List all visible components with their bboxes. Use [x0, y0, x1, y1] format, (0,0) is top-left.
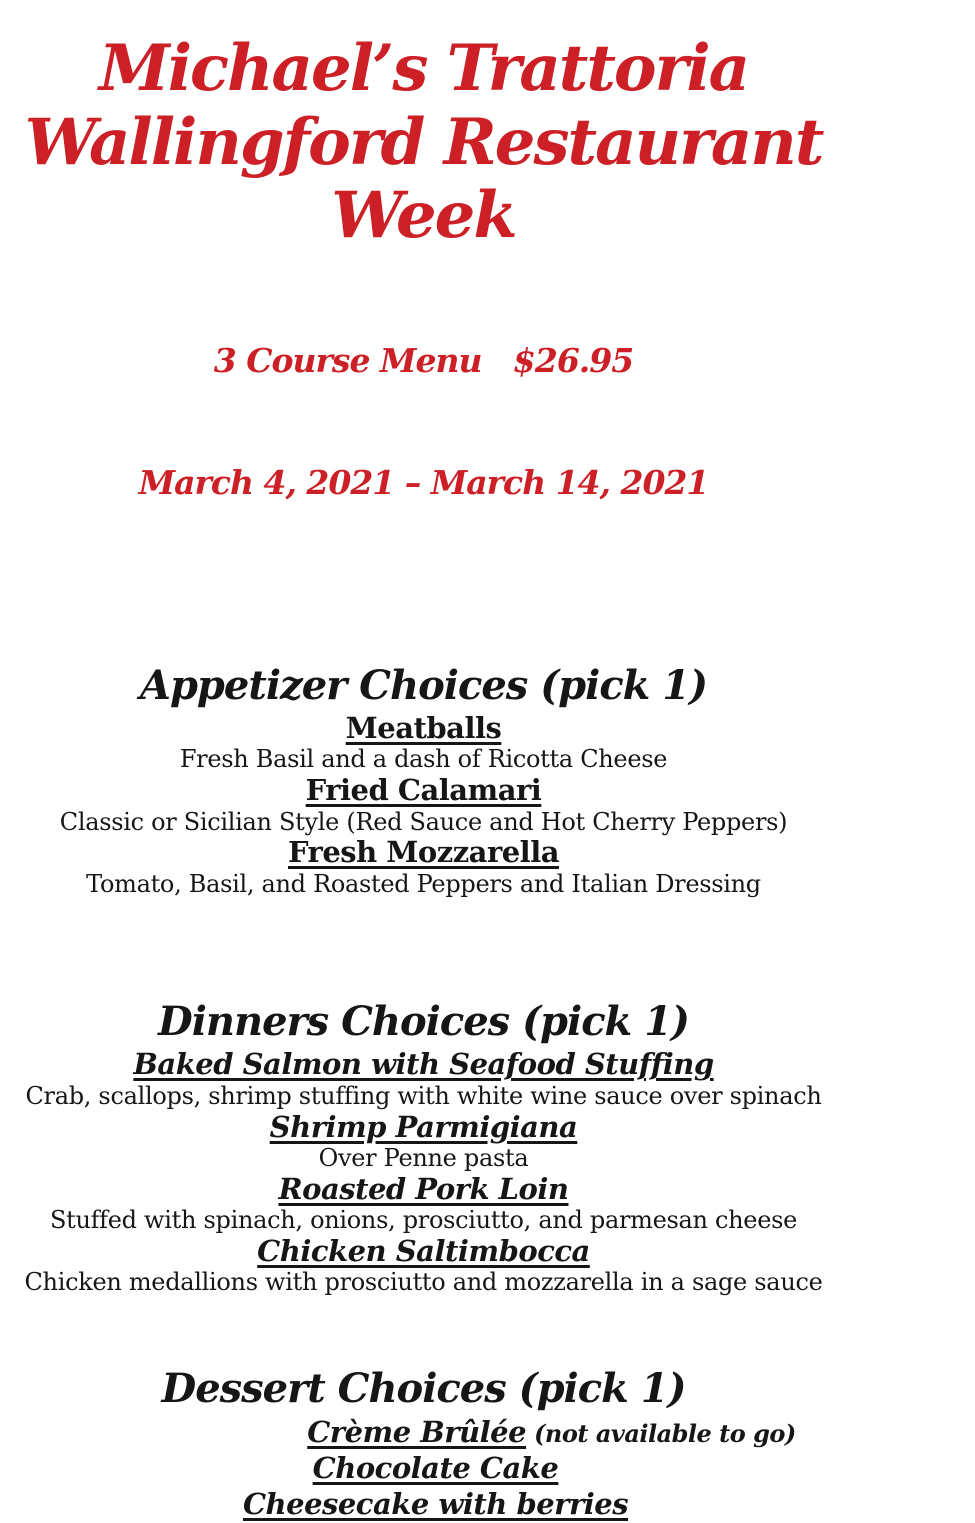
- menu-item-fried-calamari: [0, 774, 847, 836]
- item-description: Classic or Sicilian Style (Red Sauce and Hot Cherry Peppers): [59, 807, 788, 836]
- item-name: Fried Calamari: [305, 773, 542, 808]
- item-description: Over Penne pasta: [318, 1143, 529, 1172]
- item-name: Chicken Saltimbocca: [257, 1233, 590, 1268]
- section-appetizers: [0, 660, 847, 898]
- item-name: Roasted Pork Loin: [278, 1171, 569, 1206]
- date-range-line: March 4, 2021 – March 14, 2021: [138, 463, 709, 503]
- item-name: Shrimp Parmigiana: [269, 1109, 578, 1144]
- menu-item-fresh-mozzarella: [0, 836, 847, 898]
- item-name: Crème Brûlée: [307, 1415, 527, 1450]
- item-name: Chocolate Cake: [312, 1450, 559, 1485]
- item-availability-note: (not available to go): [534, 1419, 796, 1449]
- menu-item-shrimp-parmigiana: [0, 1111, 847, 1173]
- item-description: Chicken medallions with prosciutto and mozzarella in a sage sauce: [24, 1268, 823, 1297]
- menu-header: [0, 0, 847, 586]
- item-name: Meatballs: [345, 711, 502, 746]
- item-description: Stuffed with spinach, onions, prosciutto, and parmesan cheese: [49, 1206, 798, 1235]
- menu-item-chicken-saltimbocca: [0, 1235, 847, 1297]
- item-name: Baked Salmon with Seafood Stuffing: [133, 1047, 714, 1082]
- menu-item-meatballs: [0, 712, 847, 774]
- item-description: Fresh Basil and a dash of Ricotta Cheese: [179, 745, 668, 774]
- menu-item-chocolate-cake: [12, 1451, 859, 1487]
- title-line-3: Week: [331, 178, 516, 254]
- item-description: Tomato, Basil, and Roasted Peppers and Italian Dressing: [86, 869, 761, 898]
- title-line-1: Michael’s Trattoria: [98, 31, 749, 106]
- dinners-heading: Dinners Choices (pick 1): [158, 998, 689, 1046]
- menu-subtitle: [0, 259, 847, 586]
- item-description: Crab, scallops, shrimp stuffing with white wine sauce over spinach: [25, 1081, 822, 1110]
- item-name: Cheesecake with berries: [242, 1486, 629, 1521]
- section-desserts: [0, 1363, 847, 1523]
- item-name: Fresh Mozzarella: [287, 835, 560, 870]
- menu-item-roasted-pork-loin: [0, 1173, 847, 1235]
- restaurant-title: [0, 0, 847, 253]
- section-dinners: [0, 996, 847, 1297]
- course-price-line: 3 Course Menu $26.95: [213, 340, 634, 380]
- desserts-heading: Dessert Choices (pick 1): [161, 1365, 686, 1413]
- menu-item-creme-brulee: [128, 1415, 975, 1451]
- menu-item-cheesecake: [12, 1487, 859, 1523]
- menu-item-baked-salmon: [0, 1048, 847, 1110]
- appetizers-heading: Appetizer Choices (pick 1): [139, 662, 708, 710]
- title-line-2: Wallingford Restaurant: [24, 104, 823, 180]
